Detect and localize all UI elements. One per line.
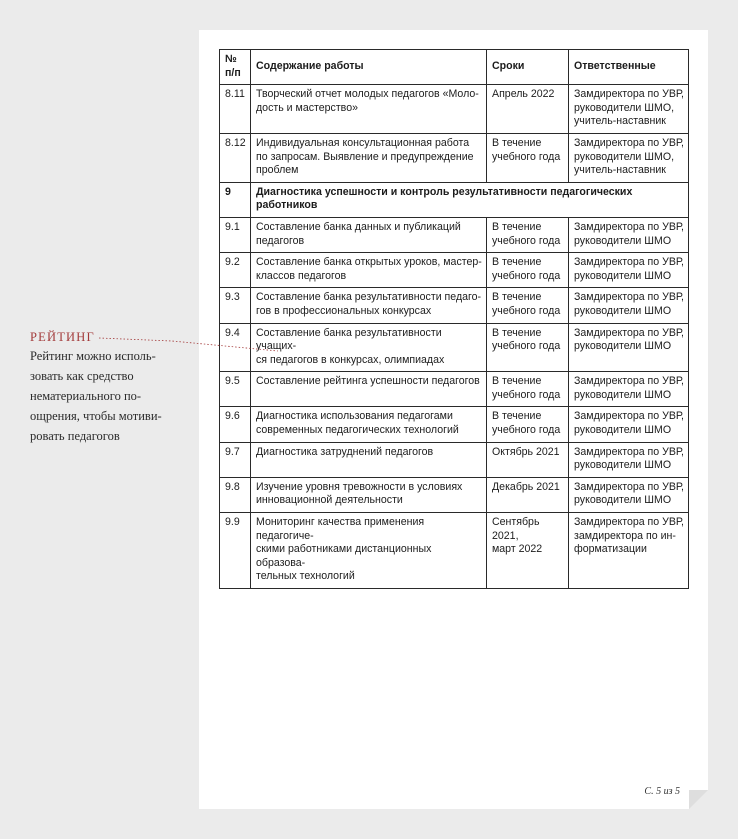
row-number: 9.9: [220, 513, 251, 589]
row-number: 9.7: [220, 442, 251, 477]
row-content: Диагностика использования педагогами современных педагогических технологий: [251, 407, 487, 442]
row-term: В течение учебного года: [487, 253, 569, 288]
row-responsible: Замдиректора по УВР, замдиректора по ин- форматизации: [569, 513, 689, 589]
table-row: [220, 133, 689, 182]
row-responsible: Замдиректора по УВР, руководители ШМО: [569, 253, 689, 288]
row-responsible: Замдиректора по УВР, руководители ШМО: [569, 477, 689, 512]
table-row: [220, 372, 689, 407]
margin-note: [30, 328, 190, 446]
row-number: 8.12: [220, 133, 251, 182]
section-number: 9: [220, 182, 251, 217]
row-content: Индивидуальная консультационная работа по запросам. Выявление и предупреждение проблем: [251, 133, 487, 182]
table-row: [220, 217, 689, 252]
row-content: Мониторинг качества применения педагогиче- скими работниками дистанционных образова- тельных технологий: [251, 513, 487, 589]
row-term: Декабрь 2021: [487, 477, 569, 512]
work-plan-table: [219, 49, 689, 589]
table-row: [220, 513, 689, 589]
row-content: Составление банка данных и публикаций педагогов: [251, 217, 487, 252]
row-content: Изучение уровня тревожности в условиях инновационной деятельности: [251, 477, 487, 512]
table-row: [220, 477, 689, 512]
document-page: [199, 30, 708, 809]
row-term: Апрель 2022: [487, 85, 569, 134]
row-term: В течение учебного года: [487, 133, 569, 182]
row-number: 9.8: [220, 477, 251, 512]
row-number: 8.11: [220, 85, 251, 134]
page-corner-fold: [689, 790, 708, 809]
row-content: Составление банка результативности учащих- ся педагогов в конкурсах, олимпиадах: [251, 323, 487, 372]
table-row: [220, 85, 689, 134]
page-counter: С. 5 из 5: [644, 786, 680, 797]
row-number: 9.3: [220, 288, 251, 323]
row-responsible: Замдиректора по УВР, руководители ШМО: [569, 323, 689, 372]
table-row: [220, 323, 689, 372]
row-number: 9.6: [220, 407, 251, 442]
row-responsible: Замдиректора по УВР, руководители ШМО: [569, 288, 689, 323]
row-term: В течение учебного года: [487, 407, 569, 442]
row-term: В течение учебного года: [487, 288, 569, 323]
row-number: 9.5: [220, 372, 251, 407]
table-header-row: [220, 50, 689, 85]
table-row: [220, 253, 689, 288]
row-content: Составление рейтинга успешности педагогов: [251, 372, 487, 407]
row-term: В течение учебного года: [487, 372, 569, 407]
row-content: Диагностика затруднений педагогов: [251, 442, 487, 477]
table-row: [220, 442, 689, 477]
row-number: 9.1: [220, 217, 251, 252]
row-term: Сентябрь 2021, март 2022: [487, 513, 569, 589]
row-responsible: Замдиректора по УВР, руководители ШМО: [569, 407, 689, 442]
row-term: В течение учебного года: [487, 217, 569, 252]
row-content: Составление банка результативности педаго- гов в профессиональных конкурсах: [251, 288, 487, 323]
row-responsible: Замдиректора по УВР, руководители ШМО: [569, 372, 689, 407]
header-term: Сроки: [487, 50, 569, 85]
row-content: Творческий отчет молодых педагогов «Моло- дость и мастерство»: [251, 85, 487, 134]
margin-note-text: Рейтинг можно исполь- зовать как средство нематериального по- ощрения, чтобы мотиви- ровать педагогов: [30, 349, 162, 443]
row-term: В течение учебного года: [487, 323, 569, 372]
row-responsible: Замдиректора по УВР, руководители ШМО: [569, 442, 689, 477]
row-term: Октябрь 2021: [487, 442, 569, 477]
section-row: [220, 182, 689, 217]
table-row: [220, 288, 689, 323]
row-responsible: Замдиректора по УВР, руководители ШМО, учитель-наставник: [569, 133, 689, 182]
table-row: [220, 407, 689, 442]
section-title: Диагностика успешности и контроль результативности педагогических работников: [251, 182, 689, 217]
header-content: Содержание работы: [251, 50, 487, 85]
row-number: 9.4: [220, 323, 251, 372]
row-responsible: Замдиректора по УВР, руководители ШМО, учитель-наставник: [569, 85, 689, 134]
header-responsible: Ответственные: [569, 50, 689, 85]
row-number: 9.2: [220, 253, 251, 288]
margin-note-title: РЕЙТИНГ: [30, 330, 95, 344]
row-content: Составление банка открытых уроков, мастер- классов педагогов: [251, 253, 487, 288]
row-responsible: Замдиректора по УВР, руководители ШМО: [569, 217, 689, 252]
header-number: № п/п: [220, 50, 251, 85]
